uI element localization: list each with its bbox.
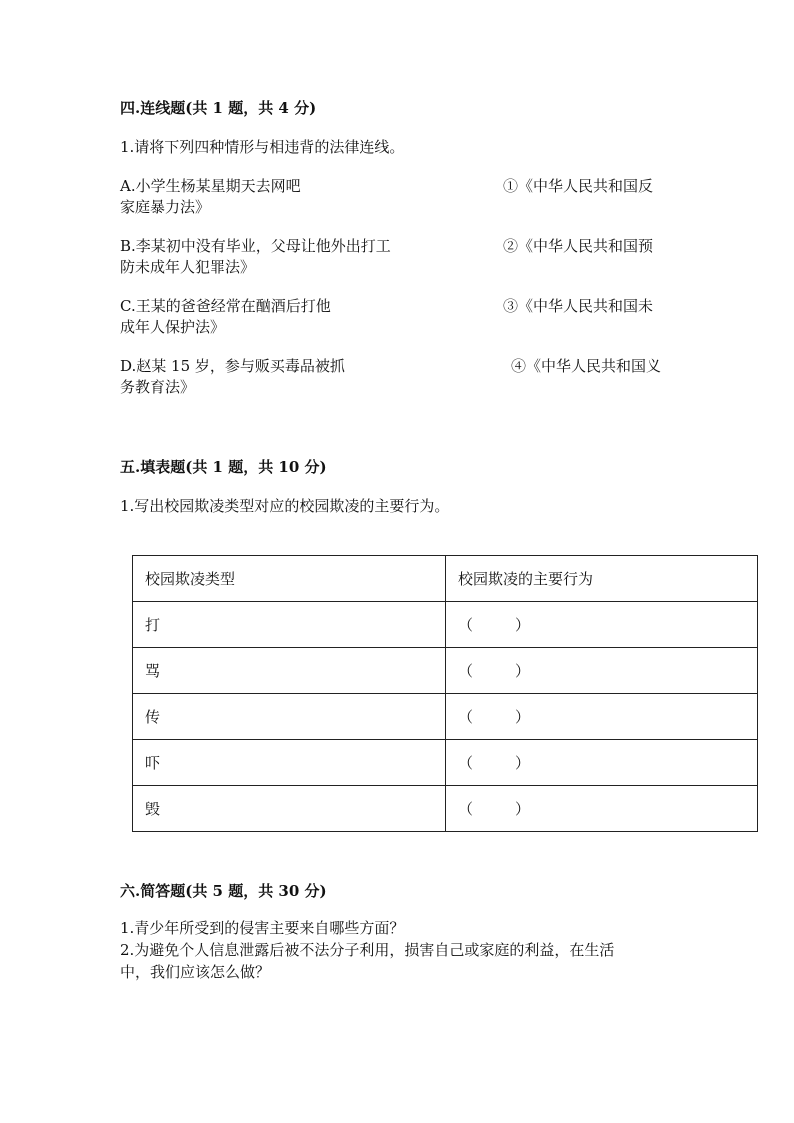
- answer-blank-cell[interactable]: [446, 786, 758, 832]
- table-cell-type: 传: [133, 694, 446, 740]
- match-item-a-wrap: 家庭暴力法》: [120, 198, 211, 216]
- match-item-c-left: C.王某的爸爸经常在酗酒后打他: [120, 297, 331, 315]
- answer-blank: （ ）: [458, 662, 530, 680]
- table-cell-type: 打: [133, 602, 446, 648]
- table-row: [133, 740, 758, 786]
- table-row: [133, 694, 758, 740]
- answer-blank: （ ）: [458, 800, 530, 818]
- match-item-a-left: A.小学生杨某星期天去网吧: [120, 177, 301, 195]
- answer-blank: （ ）: [458, 754, 530, 772]
- answer-blank-cell[interactable]: [446, 694, 758, 740]
- table-row: [133, 602, 758, 648]
- short-answer-question-2: 2.为避免个人信息泄露后被不法分子利用，损害自己或家庭的利益，在生活: [120, 941, 615, 959]
- table-cell-type: 吓: [133, 740, 446, 786]
- section-4-question: 1.请将下列四种情形与相违背的法律连线。: [120, 138, 405, 156]
- short-answer-question-2-cont: 中，我们应该怎么做？: [120, 963, 271, 981]
- match-item-b-left: B.李某初中没有毕业，父母让他外出打工: [120, 237, 391, 255]
- match-item-c-right: ③《中华人民共和国未: [503, 297, 654, 315]
- short-answer-question-1: 1.青少年所受到的侵害主要来自哪些方面？: [120, 919, 405, 937]
- match-item-a-right: ①《中华人民共和国反: [503, 177, 654, 195]
- match-item-b-right: ②《中华人民共和国预: [503, 237, 654, 255]
- answer-blank: （ ）: [458, 616, 530, 634]
- match-item-b-wrap: 防未成年人犯罪法》: [120, 258, 256, 276]
- table-header-behavior: 校园欺凌的主要行为: [446, 556, 758, 602]
- section-5-heading: 五.填表题(共 1 题，共 10 分): [120, 458, 327, 476]
- table-header-type: 校园欺凌类型: [133, 556, 446, 602]
- answer-blank-cell[interactable]: [446, 648, 758, 694]
- answer-blank-cell[interactable]: [446, 740, 758, 786]
- section-6-heading: 六.简答题(共 5 题，共 30 分): [120, 882, 327, 900]
- answer-blank: （ ）: [458, 708, 530, 726]
- section-5-question: 1.写出校园欺凌类型对应的校园欺凌的主要行为。: [120, 497, 450, 515]
- table-header-row: [133, 556, 758, 602]
- match-item-d-left: D.赵某 15 岁，参与贩买毒品被抓: [120, 357, 345, 375]
- table-cell-type: 毁: [133, 786, 446, 832]
- table-row: [133, 786, 758, 832]
- bullying-table: [132, 555, 758, 832]
- table-cell-type: 骂: [133, 648, 446, 694]
- match-item-d-wrap: 务教育法》: [120, 378, 196, 396]
- table-row: [133, 648, 758, 694]
- answer-blank-cell[interactable]: [446, 602, 758, 648]
- match-item-c-wrap: 成年人保护法》: [120, 318, 226, 336]
- match-item-d-right: ④《中华人民共和国义: [511, 357, 662, 375]
- section-4-heading: 四.连线题(共 1 题，共 4 分): [120, 99, 317, 117]
